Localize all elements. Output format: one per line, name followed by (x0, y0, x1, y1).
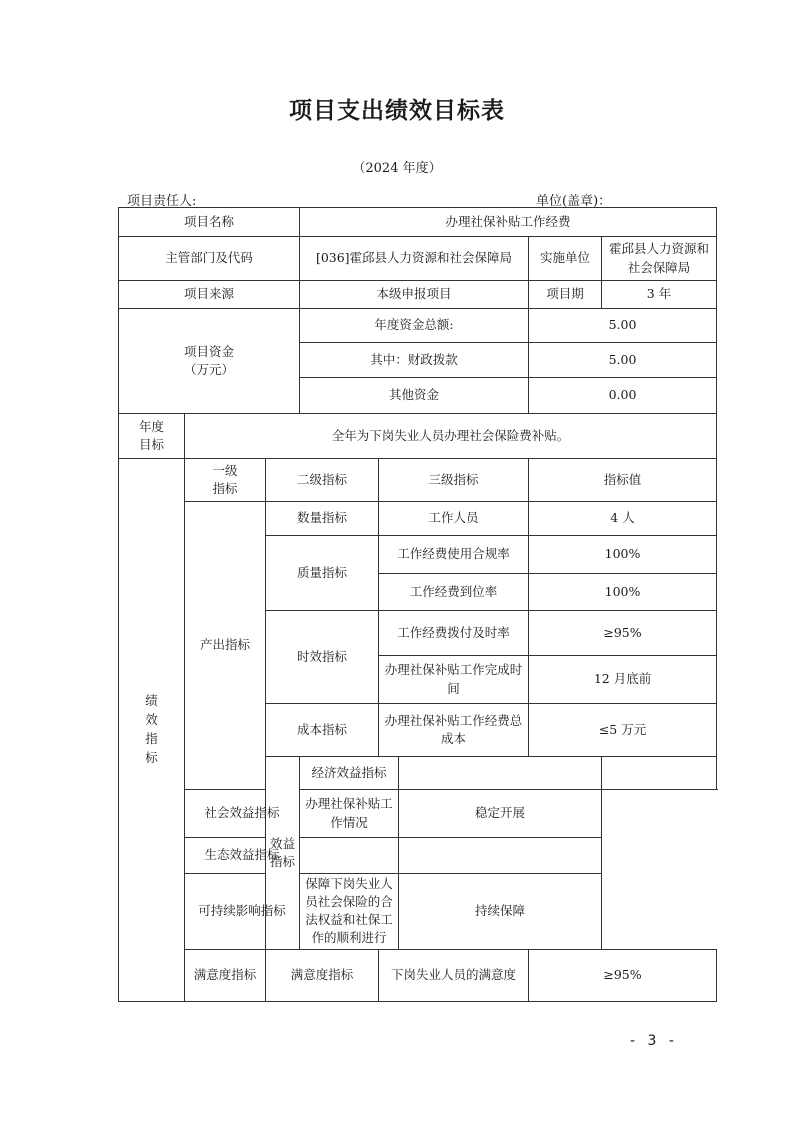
fiscal-year: （2024 年度） (352, 161, 442, 176)
satisfaction-value: ≥95% (529, 949, 717, 1001)
quality1-level3: 工作经费使用合规率 (379, 536, 529, 574)
quality2-value: 100% (529, 574, 717, 611)
other-funds-label: 其他资金 (300, 378, 529, 414)
table-row (119, 281, 717, 309)
quantity-level2: 数量指标 (266, 502, 379, 536)
satisfaction-level3: 下岗失业人员的满意度 (379, 949, 529, 1001)
page-number: - 3 - (630, 1033, 678, 1049)
table-row (119, 414, 717, 459)
performance-target-table (118, 207, 717, 1002)
impl-unit-value: 霍邱县人力资源和社会保障局 (602, 237, 717, 281)
table-row (119, 208, 717, 237)
period-value: 3 年 (602, 281, 717, 309)
table-row (119, 949, 717, 1001)
dept-label: 主管部门及代码 (119, 237, 300, 281)
quality2-level3: 工作经费到位率 (379, 574, 529, 611)
table-row (119, 838, 717, 874)
quantity-level3: 工作人员 (379, 502, 529, 536)
fiscal-funds-value: 5.00 (529, 343, 717, 378)
output-indicators-label: 产出指标 (185, 502, 266, 790)
source-label: 项目来源 (119, 281, 300, 309)
annual-goal-value: 全年为下岗失业人员办理社会保险费补贴。 (185, 414, 717, 459)
table-row (119, 309, 717, 343)
eco-level3 (300, 838, 399, 874)
social-value: 稳定开展 (399, 790, 602, 838)
time1-value: ≥95% (529, 611, 717, 656)
header-level1 (185, 459, 266, 502)
header-value: 指标值 (529, 459, 717, 502)
dept-value: [036]霍邱县人力资源和社会保障局 (300, 237, 529, 281)
econ-value (602, 757, 717, 790)
period-label: 项目期 (529, 281, 602, 309)
funds-label (119, 309, 300, 414)
sustain-level2: 可持续影响指标 (185, 874, 300, 950)
fiscal-funds-label: 其中：财政拨款 (300, 343, 529, 378)
header-level2: 二级指标 (266, 459, 379, 502)
eco-level2: 生态效益指标 (185, 838, 300, 874)
annual-goal-label (119, 414, 185, 459)
project-name-value: 办理社保补贴工作经费 (300, 208, 717, 237)
time1-level3: 工作经费拨付及时率 (379, 611, 529, 656)
timeliness-level2: 时效指标 (266, 611, 379, 704)
total-funds-value: 5.00 (529, 309, 717, 343)
cost-level3: 办理社保补贴工作经费总成本 (379, 704, 529, 757)
unit-seal-label: 单位(盖章)： (536, 194, 612, 209)
annual-goal-label-text: 年度目标 (138, 418, 164, 452)
time2-level3: 办理社保补贴工作完成时间 (379, 656, 529, 704)
table-row (119, 874, 717, 950)
header-level3: 三级指标 (379, 459, 529, 502)
econ-level3 (399, 757, 602, 790)
sustain-value: 持续保障 (399, 874, 602, 950)
cost-level2: 成本指标 (266, 704, 379, 757)
sustain-level3: 保障下岗失业人员社会保险的合法权益和社保工作的顺利进行 (300, 874, 399, 950)
quality1-value: 100% (529, 536, 717, 574)
table-row (119, 502, 717, 536)
page-title: 项目支出绩效目标表 (289, 98, 505, 124)
social-level2: 社会效益指标 (185, 790, 300, 838)
responsible-person-label: 项目责任人: (127, 194, 197, 209)
other-funds-value: 0.00 (529, 378, 717, 414)
impl-unit-label: 实施单位 (529, 237, 602, 281)
performance-indicators-text: 绩效指标 (145, 693, 158, 765)
funds-label-text: 项目资金（万元） (183, 343, 234, 377)
satisfaction-indicators-label: 满意度指标 (185, 949, 266, 1001)
table-row (119, 790, 717, 838)
table-row (119, 237, 717, 281)
header-level1-text: 一级指标 (212, 462, 238, 496)
social-level3: 办理社保补贴工作情况 (300, 790, 399, 838)
cost-value: ≤5 万元 (529, 704, 717, 757)
econ-level2: 经济效益指标 (300, 757, 399, 790)
performance-indicators-label (119, 459, 185, 1002)
table-row (119, 459, 717, 502)
quality-level2: 质量指标 (266, 536, 379, 611)
benefit-indicators-label: 效益指标 (266, 757, 300, 950)
eco-value (399, 838, 602, 874)
source-value: 本级申报项目 (300, 281, 529, 309)
project-name-label: 项目名称 (119, 208, 300, 237)
satisfaction-level2: 满意度指标 (266, 949, 379, 1001)
total-funds-label: 年度资金总额: (300, 309, 529, 343)
time2-value: 12 月底前 (529, 656, 717, 704)
quantity-value: 4 人 (529, 502, 717, 536)
